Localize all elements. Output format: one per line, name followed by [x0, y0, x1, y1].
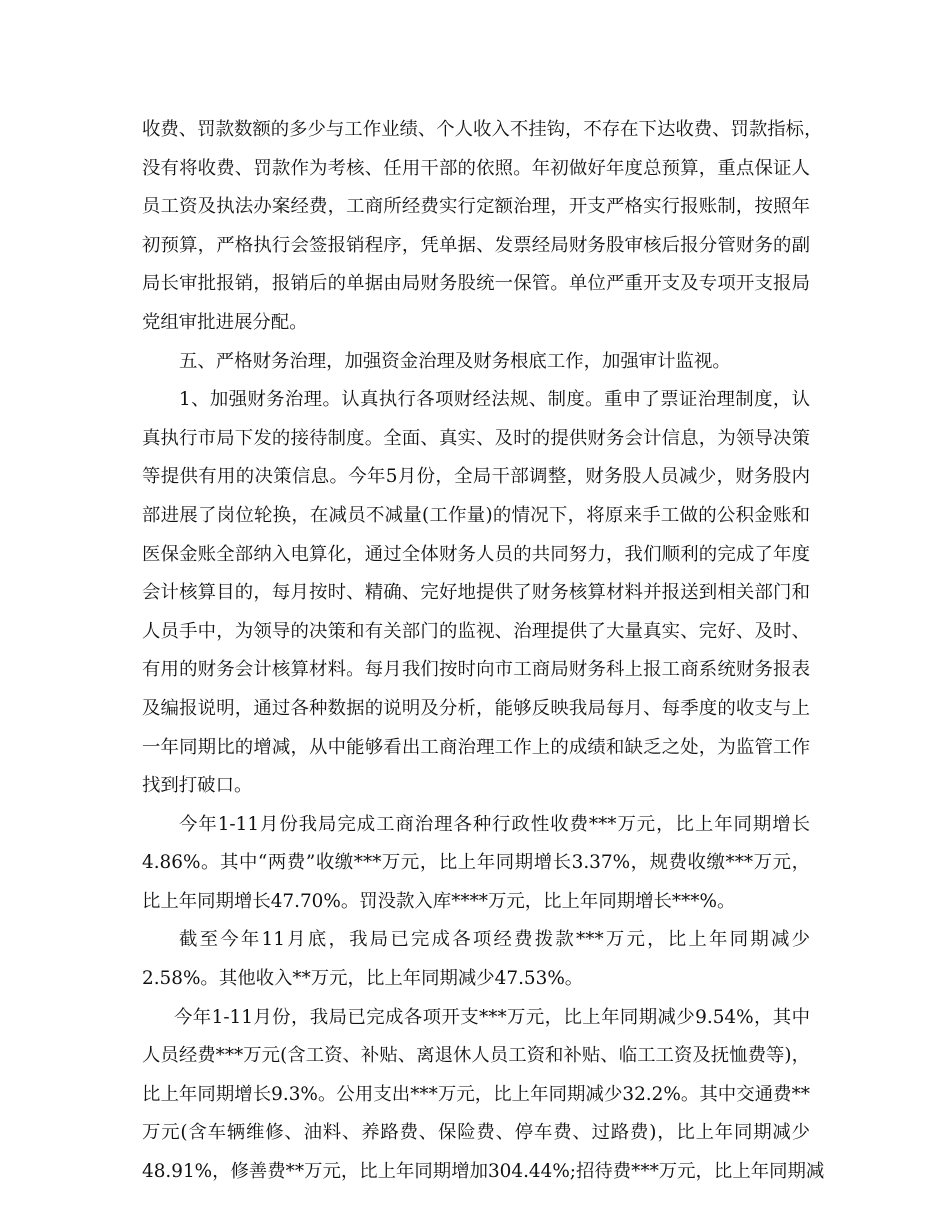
paragraph-funding-allocation: [142, 921, 810, 998]
text-line: 医保金账全部纳入电算化，通过全体财务人员的共同努力，我们顺利的完成了年度: [142, 543, 810, 565]
text-line: 今年1-11月份我局完成工商治理各种行政性收费***万元，比上年同期增长: [179, 813, 810, 835]
text-line: 一年同期比的增减，从中能够看出工商治理工作上的成绩和缺乏之处，为监管工作: [142, 736, 810, 758]
text-line: 1、加强财务治理。认真执行各项财经法规、制度。重申了票证治理制度，认: [179, 389, 810, 411]
text-line: 2.58%。其他收入**万元，比上年同期减少47.53%。: [142, 968, 584, 990]
text-line: 4.86%。其中“两费”收缴***万元，比上年同期增长3.37%，规费收缴***万元，: [142, 852, 810, 874]
text-line: 今年1-11月份，我局已完成各项开支***万元，比上年同期减少9.54%，其中: [174, 1006, 810, 1028]
text-line: 局长审批报销，报销后的单据由局财务股统一保管。单位严重开支及专项开支报局: [142, 273, 810, 295]
text-line: 截至今年11月底，我局已完成各项经费拨款***万元，比上年同期减少: [179, 929, 810, 951]
text-line: 真执行市局下发的接待制度。全面、真实、及时的提供财务会计信息，为领导决策: [142, 427, 810, 449]
text-line: 及编报说明，通过各种数据的说明及分析，能够反映我局每月、每季度的收支与上: [142, 697, 810, 719]
text-line: 找到打破口。: [142, 775, 253, 797]
text-line: 会计核算目的，每月按时、精确、完好地提供了财务核算材料并报送到相关部门和: [142, 582, 810, 604]
text-line: 初预算，严格执行会签报销程序，凭单据、发票经局财务股审核后报分管财务的副: [142, 234, 810, 256]
text-line: 人员手中，为领导的决策和有关部门的监视、治理提供了大量真实、完好、及时、: [142, 620, 810, 642]
text-line: 党组审批进展分配。: [142, 311, 308, 333]
paragraph-fee-management: [142, 111, 823, 343]
text-line: 员工资及执法办案经费，工商所经费实行定额治理，开支严格实行报账制，按照年: [142, 196, 810, 218]
text-line: 有用的财务会计核算材料。每月我们按时向市工商局财务科上报工商系统财务报表: [142, 659, 810, 681]
text-line: 人员经费***万元(含工资、补贴、离退休人员工资和补贴、临工工资及抚恤费等)，: [142, 1045, 810, 1067]
section-heading: 五、严格财务治理，加强资金治理及财务根底工作，加强审计监视。: [179, 350, 731, 372]
text-line: 万元(含车辆维修、油料、养路费、保险费、停车费、过路费)，比上年同期减少: [142, 1122, 810, 1144]
text-line: 等提供有用的决策信息。今年5月份，全局干部调整，财务股人员减少，财务股内: [142, 466, 810, 488]
document-body: [142, 111, 825, 1192]
paragraph-expenditure: [142, 999, 825, 1192]
text-line: 比上年同期增长47.70%。罚没款入库****万元，比上年同期增长***%。: [142, 890, 736, 912]
paragraph-fee-collection: [142, 806, 810, 922]
text-line: 48.91%，修善费**万元，比上年同期增加304.44%;招待费***万元，比上年同期减: [142, 1161, 825, 1183]
text-line: 收费、罚款数额的多少与工作业绩、个人收入不挂钩，不存在下达收费、罚款指标，: [142, 119, 823, 140]
text-line: 没有将收费、罚款作为考核、任用干部的依照。年初做好年度总预算，重点保证人: [142, 157, 810, 179]
section-heading-five: [142, 343, 810, 382]
text-line: 部进展了岗位轮换，在减员不减量(工作量)的情况下，将原来手工做的公积金账和: [142, 504, 810, 526]
text-line: 比上年同期增长9.3%。公用支出***万元，比上年同期减少32.2%。其中交通费**: [142, 1083, 810, 1105]
paragraph-financial-management: [142, 381, 810, 806]
